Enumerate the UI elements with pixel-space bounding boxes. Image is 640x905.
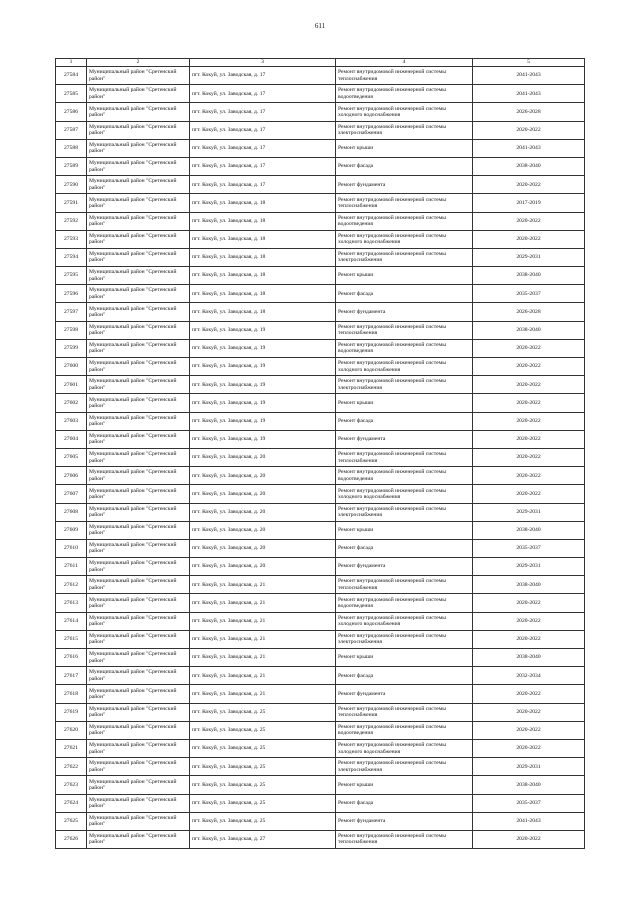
table-row (56, 649, 585, 667)
municipality-cell: Муниципальный район "Сретенский район" (87, 630, 190, 648)
period-cell: 2020-2022 (473, 358, 585, 376)
table-row (56, 157, 585, 175)
address-cell: пгт. Кокуй, ул. Заводская, д. 18 (190, 212, 336, 230)
period-cell: 2035-2037 (473, 794, 585, 812)
row-number-cell: 27584 (56, 67, 87, 85)
table-row (56, 412, 585, 430)
table-row (56, 594, 585, 612)
column-header: 4 (336, 59, 473, 67)
period-cell: 2020-2022 (473, 739, 585, 757)
municipality-cell: Муниципальный район "Сретенский район" (87, 721, 190, 739)
table-row (56, 267, 585, 285)
row-number-cell: 27605 (56, 448, 87, 466)
row-number-cell: 27593 (56, 230, 87, 248)
table-row (56, 303, 585, 321)
municipality-cell: Муниципальный район "Сретенский район" (87, 485, 190, 503)
work-type-cell: Ремонт внутридомовой инженерной системы электроснабжения (336, 503, 473, 521)
row-number-cell: 27602 (56, 394, 87, 412)
municipality-cell: Муниципальный район "Сретенский район" (87, 321, 190, 339)
work-type-cell: Ремонт внутридомовой инженерной системы холодного водоснабжения (336, 739, 473, 757)
address-cell: пгт. Кокуй, ул. Заводская, д. 18 (190, 194, 336, 212)
work-type-cell: Ремонт крыши (336, 521, 473, 539)
period-cell: 2020-2022 (473, 212, 585, 230)
municipality-cell: Муниципальный район "Сретенский район" (87, 594, 190, 612)
row-number-cell: 27610 (56, 539, 87, 557)
row-number-cell: 27587 (56, 121, 87, 139)
work-type-cell: Ремонт фасада (336, 539, 473, 557)
municipality-cell: Муниципальный район "Сретенский район" (87, 285, 190, 303)
row-number-cell: 27603 (56, 412, 87, 430)
table-row (56, 358, 585, 376)
table-row (56, 467, 585, 485)
address-cell: пгт. Кокуй, ул. Заводская, д. 17 (190, 176, 336, 194)
address-cell: пгт. Кокуй, ул. Заводская, д. 18 (190, 303, 336, 321)
address-cell: пгт. Кокуй, ул. Заводская, д. 25 (190, 758, 336, 776)
table-row (56, 194, 585, 212)
row-number-cell: 27613 (56, 594, 87, 612)
address-cell: пгт. Кокуй, ул. Заводская, д. 21 (190, 649, 336, 667)
row-number-cell: 27626 (56, 830, 87, 848)
address-cell: пгт. Кокуй, ул. Заводская, д. 18 (190, 230, 336, 248)
table-row (56, 703, 585, 721)
municipality-cell: Муниципальный район "Сретенский район" (87, 576, 190, 594)
work-type-cell: Ремонт фундамента (336, 685, 473, 703)
row-number-cell: 27621 (56, 739, 87, 757)
work-type-cell: Ремонт внутридомовой инженерной системы теплоснабжения (336, 448, 473, 466)
row-number-cell: 27617 (56, 667, 87, 685)
period-cell: 2020-2022 (473, 121, 585, 139)
work-type-cell: Ремонт внутридомовой инженерной системы водоотведения (336, 212, 473, 230)
period-cell: 2020-2022 (473, 721, 585, 739)
row-number-cell: 27591 (56, 194, 87, 212)
municipality-cell: Муниципальный район "Сретенский район" (87, 121, 190, 139)
address-cell: пгт. Кокуй, ул. Заводская, д. 20 (190, 521, 336, 539)
address-cell: пгт. Кокуй, ул. Заводская, д. 20 (190, 503, 336, 521)
row-number-cell: 27589 (56, 157, 87, 175)
row-number-cell: 27598 (56, 321, 87, 339)
municipality-cell: Муниципальный район "Сретенский район" (87, 758, 190, 776)
municipality-cell: Муниципальный район "Сретенский район" (87, 703, 190, 721)
table-row (56, 448, 585, 466)
municipality-cell: Муниципальный район "Сретенский район" (87, 521, 190, 539)
address-cell: пгт. Кокуй, ул. Заводская, д. 17 (190, 157, 336, 175)
row-number-cell: 27612 (56, 576, 87, 594)
work-type-cell: Ремонт внутридомовой инженерной системы теплоснабжения (336, 576, 473, 594)
municipality-cell: Муниципальный район "Сретенский район" (87, 830, 190, 848)
work-type-cell: Ремонт внутридомовой инженерной системы теплоснабжения (336, 67, 473, 85)
period-cell: 2020-2022 (473, 685, 585, 703)
table-row (56, 503, 585, 521)
period-cell: 2029-2031 (473, 248, 585, 266)
work-type-cell: Ремонт внутридомовой инженерной системы водоотведения (336, 721, 473, 739)
work-type-cell: Ремонт внутридомовой инженерной системы холодного водоснабжения (336, 103, 473, 121)
table-row (56, 339, 585, 357)
address-cell: пгт. Кокуй, ул. Заводская, д. 19 (190, 321, 336, 339)
row-number-cell: 27623 (56, 776, 87, 794)
row-number-cell: 27592 (56, 212, 87, 230)
work-type-cell: Ремонт внутридомовой инженерной системы водоотведения (336, 594, 473, 612)
address-cell: пгт. Кокуй, ул. Заводская, д. 27 (190, 830, 336, 848)
row-number-cell: 27586 (56, 103, 87, 121)
row-number-cell: 27606 (56, 467, 87, 485)
period-cell: 2026-2028 (473, 303, 585, 321)
work-type-cell: Ремонт внутридомовой инженерной системы холодного водоснабжения (336, 485, 473, 503)
table-row (56, 721, 585, 739)
address-cell: пгт. Кокуй, ул. Заводская, д. 25 (190, 794, 336, 812)
municipality-cell: Муниципальный район "Сретенский район" (87, 649, 190, 667)
table-row (56, 794, 585, 812)
address-cell: пгт. Кокуй, ул. Заводская, д. 19 (190, 394, 336, 412)
table-row (56, 212, 585, 230)
address-cell: пгт. Кокуй, ул. Заводская, д. 17 (190, 139, 336, 157)
municipality-cell: Муниципальный район "Сретенский район" (87, 685, 190, 703)
row-number-cell: 27618 (56, 685, 87, 703)
address-cell: пгт. Кокуй, ул. Заводская, д. 18 (190, 267, 336, 285)
column-header: 3 (190, 59, 336, 67)
municipality-cell: Муниципальный район "Сретенский район" (87, 812, 190, 830)
municipality-cell: Муниципальный район "Сретенский район" (87, 212, 190, 230)
address-cell: пгт. Кокуй, ул. Заводская, д. 21 (190, 612, 336, 630)
row-number-cell: 27615 (56, 630, 87, 648)
address-cell: пгт. Кокуй, ул. Заводская, д. 20 (190, 558, 336, 576)
column-header: 1 (56, 59, 87, 67)
municipality-cell: Муниципальный район "Сретенский район" (87, 157, 190, 175)
work-type-cell: Ремонт фундамента (336, 812, 473, 830)
municipality-cell: Муниципальный район "Сретенский район" (87, 230, 190, 248)
period-cell: 2020-2022 (473, 467, 585, 485)
period-cell: 2032-2034 (473, 667, 585, 685)
work-type-cell: Ремонт фундамента (336, 303, 473, 321)
period-cell: 2038-2040 (473, 267, 585, 285)
municipality-cell: Муниципальный район "Сретенский район" (87, 194, 190, 212)
table-row (56, 430, 585, 448)
work-type-cell: Ремонт фасада (336, 285, 473, 303)
work-type-cell: Ремонт фундамента (336, 430, 473, 448)
row-number-cell: 27622 (56, 758, 87, 776)
municipality-cell: Муниципальный район "Сретенский район" (87, 448, 190, 466)
municipality-cell: Муниципальный район "Сретенский район" (87, 176, 190, 194)
period-cell: 2020-2022 (473, 230, 585, 248)
work-type-cell: Ремонт крыши (336, 394, 473, 412)
period-cell: 2038-2040 (473, 576, 585, 594)
table-row (56, 121, 585, 139)
work-type-cell: Ремонт внутридомовой инженерной системы водоотведения (336, 339, 473, 357)
table-row (56, 630, 585, 648)
address-cell: пгт. Кокуй, ул. Заводская, д. 19 (190, 376, 336, 394)
address-cell: пгт. Кокуй, ул. Заводская, д. 25 (190, 721, 336, 739)
table-row (56, 285, 585, 303)
table-row (56, 394, 585, 412)
table-row (56, 558, 585, 576)
work-type-cell: Ремонт внутридомовой инженерной системы электроснабжения (336, 121, 473, 139)
table-row (56, 230, 585, 248)
table-row (56, 685, 585, 703)
period-cell: 2029-2031 (473, 503, 585, 521)
period-cell: 2020-2022 (473, 485, 585, 503)
work-type-cell: Ремонт внутридомовой инженерной системы холодного водоснабжения (336, 612, 473, 630)
work-type-cell: Ремонт внутридомовой инженерной системы теплоснабжения (336, 321, 473, 339)
row-number-cell: 27620 (56, 721, 87, 739)
work-type-cell: Ремонт фундамента (336, 558, 473, 576)
municipality-cell: Муниципальный район "Сретенский район" (87, 794, 190, 812)
period-cell: 2020-2022 (473, 448, 585, 466)
address-cell: пгт. Кокуй, ул. Заводская, д. 21 (190, 594, 336, 612)
work-type-cell: Ремонт внутридомовой инженерной системы теплоснабжения (336, 703, 473, 721)
address-cell: пгт. Кокуй, ул. Заводская, д. 19 (190, 430, 336, 448)
table-row (56, 103, 585, 121)
municipality-cell: Муниципальный район "Сретенский район" (87, 358, 190, 376)
table-row (56, 830, 585, 848)
address-cell: пгт. Кокуй, ул. Заводская, д. 17 (190, 67, 336, 85)
row-number-cell: 27595 (56, 267, 87, 285)
period-cell: 2020-2022 (473, 630, 585, 648)
column-header: 5 (473, 59, 585, 67)
table-body (56, 59, 585, 849)
period-cell: 2017-2019 (473, 194, 585, 212)
address-cell: пгт. Кокуй, ул. Заводская, д. 18 (190, 285, 336, 303)
row-number-cell: 27611 (56, 558, 87, 576)
table-row (56, 612, 585, 630)
row-number-cell: 27600 (56, 358, 87, 376)
row-number-cell: 27619 (56, 703, 87, 721)
period-cell: 2035-2037 (473, 285, 585, 303)
address-cell: пгт. Кокуй, ул. Заводская, д. 18 (190, 248, 336, 266)
row-number-cell: 27590 (56, 176, 87, 194)
address-cell: пгт. Кокуй, ул. Заводская, д. 21 (190, 685, 336, 703)
row-number-cell: 27601 (56, 376, 87, 394)
work-type-cell: Ремонт внутридомовой инженерной системы электроснабжения (336, 376, 473, 394)
table-row (56, 139, 585, 157)
municipality-cell: Муниципальный район "Сретенский район" (87, 558, 190, 576)
address-cell: пгт. Кокуй, ул. Заводская, д. 25 (190, 776, 336, 794)
municipality-cell: Муниципальный район "Сретенский район" (87, 339, 190, 357)
table-row (56, 321, 585, 339)
table-row (56, 521, 585, 539)
row-number-cell: 27604 (56, 430, 87, 448)
address-cell: пгт. Кокуй, ул. Заводская, д. 17 (190, 121, 336, 139)
period-cell: 2020-2022 (473, 376, 585, 394)
municipality-cell: Муниципальный район "Сретенский район" (87, 430, 190, 448)
work-type-cell: Ремонт крыши (336, 649, 473, 667)
row-number-cell: 27616 (56, 649, 87, 667)
address-cell: пгт. Кокуй, ул. Заводская, д. 21 (190, 630, 336, 648)
work-type-cell: Ремонт внутридомовой инженерной системы теплоснабжения (336, 194, 473, 212)
municipality-cell: Муниципальный район "Сретенский район" (87, 376, 190, 394)
work-type-cell: Ремонт внутридомовой инженерной системы водоотведения (336, 467, 473, 485)
work-type-cell: Ремонт фасада (336, 157, 473, 175)
municipality-cell: Муниципальный район "Сретенский район" (87, 67, 190, 85)
address-cell: пгт. Кокуй, ул. Заводская, д. 20 (190, 539, 336, 557)
period-cell: 2020-2022 (473, 394, 585, 412)
address-cell: пгт. Кокуй, ул. Заводская, д. 19 (190, 358, 336, 376)
work-type-cell: Ремонт внутридомовой инженерной системы электроснабжения (336, 248, 473, 266)
municipality-cell: Муниципальный район "Сретенский район" (87, 85, 190, 103)
municipality-cell: Муниципальный район "Сретенский район" (87, 103, 190, 121)
municipality-cell: Муниципальный район "Сретенский район" (87, 303, 190, 321)
work-type-cell: Ремонт фасада (336, 412, 473, 430)
address-cell: пгт. Кокуй, ул. Заводская, д. 20 (190, 485, 336, 503)
table-row (56, 485, 585, 503)
municipality-cell: Муниципальный район "Сретенский район" (87, 248, 190, 266)
table-row (56, 776, 585, 794)
row-number-cell: 27597 (56, 303, 87, 321)
period-cell: 2038-2040 (473, 321, 585, 339)
period-cell: 2041-2043 (473, 67, 585, 85)
address-cell: пгт. Кокуй, ул. Заводская, д. 19 (190, 412, 336, 430)
municipality-cell: Муниципальный район "Сретенский район" (87, 267, 190, 285)
address-cell: пгт. Кокуй, ул. Заводская, д. 17 (190, 103, 336, 121)
period-cell: 2038-2040 (473, 776, 585, 794)
address-cell: пгт. Кокуй, ул. Заводская, д. 25 (190, 812, 336, 830)
row-number-cell: 27596 (56, 285, 87, 303)
work-type-cell: Ремонт внутридомовой инженерной системы водоотведения (336, 85, 473, 103)
table-row (56, 176, 585, 194)
period-cell: 2041-2043 (473, 85, 585, 103)
row-number-cell: 27625 (56, 812, 87, 830)
work-type-cell: Ремонт крыши (336, 139, 473, 157)
row-number-cell: 27614 (56, 612, 87, 630)
table-row (56, 376, 585, 394)
period-cell: 2029-2031 (473, 758, 585, 776)
address-cell: пгт. Кокуй, ул. Заводская, д. 17 (190, 85, 336, 103)
period-cell: 2020-2022 (473, 594, 585, 612)
period-cell: 2029-2031 (473, 558, 585, 576)
row-number-cell: 27594 (56, 248, 87, 266)
row-number-cell: 27588 (56, 139, 87, 157)
work-type-cell: Ремонт внутридомовой инженерной системы электроснабжения (336, 630, 473, 648)
work-type-cell: Ремонт крыши (336, 267, 473, 285)
work-type-cell: Ремонт внутридомовой инженерной системы холодного водоснабжения (336, 358, 473, 376)
address-cell: пгт. Кокуй, ул. Заводская, д. 25 (190, 703, 336, 721)
period-cell: 2041-2043 (473, 139, 585, 157)
address-cell: пгт. Кокуй, ул. Заводская, д. 25 (190, 739, 336, 757)
period-cell: 2020-2022 (473, 412, 585, 430)
row-number-cell: 27607 (56, 485, 87, 503)
period-cell: 2026-2028 (473, 103, 585, 121)
table-row (56, 248, 585, 266)
municipality-cell: Муниципальный район "Сретенский район" (87, 467, 190, 485)
municipality-cell: Муниципальный район "Сретенский район" (87, 539, 190, 557)
period-cell: 2020-2022 (473, 612, 585, 630)
municipality-cell: Муниципальный район "Сретенский район" (87, 612, 190, 630)
period-cell: 2020-2022 (473, 339, 585, 357)
table-row (56, 576, 585, 594)
table-row (56, 758, 585, 776)
work-type-cell: Ремонт внутридомовой инженерной системы теплоснабжения (336, 830, 473, 848)
page-number: 611 (314, 22, 326, 30)
address-cell: пгт. Кокуй, ул. Заводская, д. 20 (190, 448, 336, 466)
municipality-cell: Муниципальный район "Сретенский район" (87, 394, 190, 412)
row-number-cell: 27585 (56, 85, 87, 103)
column-header: 2 (87, 59, 190, 67)
work-type-cell: Ремонт крыши (336, 776, 473, 794)
period-cell: 2041-2043 (473, 812, 585, 830)
period-cell: 2038-2040 (473, 649, 585, 667)
period-cell: 2020-2022 (473, 703, 585, 721)
municipality-cell: Муниципальный район "Сретенский район" (87, 412, 190, 430)
row-number-cell: 27608 (56, 503, 87, 521)
municipality-cell: Муниципальный район "Сретенский район" (87, 667, 190, 685)
table-row (56, 67, 585, 85)
row-number-cell: 27624 (56, 794, 87, 812)
work-type-cell: Ремонт фасада (336, 667, 473, 685)
work-type-cell: Ремонт внутридомовой инженерной системы холодного водоснабжения (336, 230, 473, 248)
work-type-cell: Ремонт внутридомовой инженерной системы электроснабжения (336, 758, 473, 776)
address-cell: пгт. Кокуй, ул. Заводская, д. 19 (190, 339, 336, 357)
work-type-cell: Ремонт фасада (336, 794, 473, 812)
municipality-cell: Муниципальный район "Сретенский район" (87, 503, 190, 521)
capital-repair-table (55, 58, 585, 849)
address-cell: пгт. Кокуй, ул. Заводская, д. 20 (190, 467, 336, 485)
municipality-cell: Муниципальный район "Сретенский район" (87, 139, 190, 157)
municipality-cell: Муниципальный район "Сретенский район" (87, 739, 190, 757)
address-cell: пгт. Кокуй, ул. Заводская, д. 21 (190, 576, 336, 594)
row-number-cell: 27599 (56, 339, 87, 357)
table-header-row (56, 59, 585, 67)
table-row (56, 85, 585, 103)
address-cell: пгт. Кокуй, ул. Заводская, д. 21 (190, 667, 336, 685)
period-cell: 2020-2022 (473, 176, 585, 194)
period-cell: 2038-2040 (473, 157, 585, 175)
municipality-cell: Муниципальный район "Сретенский район" (87, 776, 190, 794)
table-row (56, 812, 585, 830)
table-row (56, 539, 585, 557)
table-row (56, 739, 585, 757)
row-number-cell: 27609 (56, 521, 87, 539)
period-cell: 2038-2040 (473, 521, 585, 539)
table-row (56, 667, 585, 685)
period-cell: 2020-2022 (473, 830, 585, 848)
period-cell: 2035-2037 (473, 539, 585, 557)
work-type-cell: Ремонт фундамента (336, 176, 473, 194)
period-cell: 2020-2022 (473, 430, 585, 448)
